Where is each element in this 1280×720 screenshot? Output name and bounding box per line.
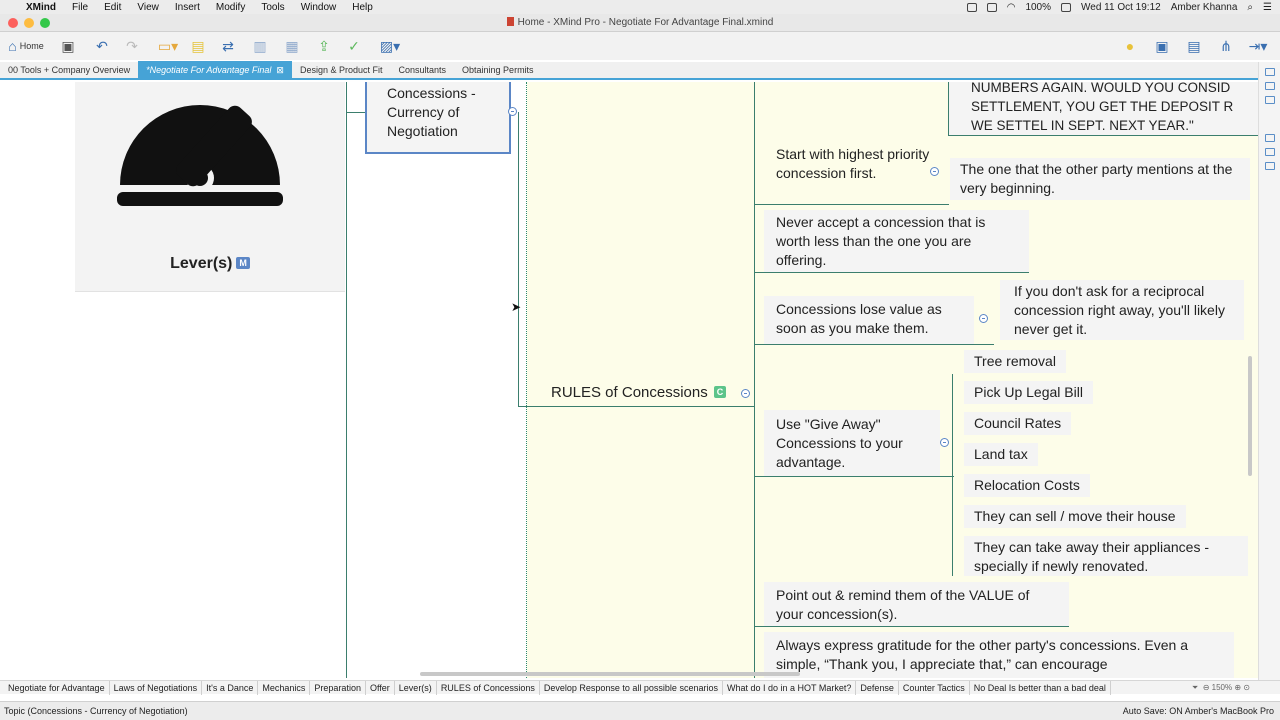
outline-icon[interactable]: ▤ [1187, 37, 1201, 54]
give-away-land-tax[interactable]: Land tax [964, 443, 1038, 466]
give-away-council-rates[interactable]: Council Rates [964, 412, 1071, 435]
search-panel-icon[interactable] [1265, 96, 1275, 104]
branch-line [754, 82, 755, 678]
sheet-tab[interactable]: Preparation [310, 681, 366, 695]
topic-ask-reciprocal[interactable]: If you don't ask for a reciprocal concession right away, you'll likely never get it. [1000, 280, 1244, 340]
window-title-bar [0, 14, 1280, 32]
home-icon: ⌂ [8, 38, 17, 54]
branch-line [346, 292, 347, 678]
image-icon[interactable]: ▨▾ [379, 37, 401, 54]
summary-icon[interactable]: ▦ [285, 37, 299, 54]
sheet-tab[interactable]: No Deal Is better than a bad deal [970, 681, 1111, 695]
tab-tools-company[interactable]: 00 Tools + Company Overview [8, 65, 131, 75]
present-icon[interactable]: ▣ [1155, 37, 1169, 54]
battery-icon[interactable] [1061, 3, 1071, 12]
dropbox-icon[interactable] [987, 3, 997, 12]
map-marker-icon[interactable]: M [236, 257, 250, 269]
menu-window[interactable]: Window [300, 1, 337, 13]
menu-edit[interactable]: Edit [104, 1, 122, 13]
collapse-icon[interactable] [741, 389, 750, 398]
sheet-tabs [0, 680, 1280, 694]
undo-icon[interactable]: ↶ [96, 37, 108, 54]
save-icon[interactable]: ▣ [61, 37, 75, 54]
callout-icon[interactable]: ▤ [191, 37, 205, 54]
mouse-cursor: ➤ [511, 300, 522, 314]
zoom-control[interactable] [1192, 681, 1250, 695]
status-bar [0, 701, 1280, 720]
lever-topic[interactable] [75, 82, 345, 292]
topic-highest-priority[interactable]: Start with highest priority concession first. [776, 146, 930, 181]
search-icon[interactable]: ⌕ [1247, 1, 1254, 13]
lever-title: Lever(s) M [75, 255, 345, 273]
document-tabs [0, 62, 1280, 80]
branch-line [346, 112, 366, 113]
vertical-scrollbar[interactable] [1248, 356, 1252, 476]
sheet-tab[interactable]: Lever(s) [395, 681, 437, 695]
tab-obtaining-permits[interactable]: Obtaining Permits [462, 65, 534, 75]
branch-line [754, 344, 994, 345]
menu-tools[interactable]: Tools [261, 1, 285, 13]
topic-first-mentioned[interactable]: The one that the other party mentions at the very beginning. [950, 158, 1250, 200]
collapse-icon[interactable] [940, 438, 949, 447]
collapse-icon[interactable] [979, 314, 988, 323]
marker-icon[interactable]: ⇪ [318, 37, 330, 54]
give-away-legal-bill[interactable]: Pick Up Legal Bill [964, 381, 1093, 404]
boundary-edge [526, 82, 527, 678]
menu-insert[interactable]: Insert [174, 1, 200, 13]
boundary-icon[interactable]: ▥ [253, 37, 267, 54]
user-name[interactable]: Amber Khanna [1170, 1, 1238, 13]
branch-line [754, 204, 949, 205]
collapse-icon[interactable] [508, 107, 517, 116]
tab-design-product-fit[interactable]: Design & Product Fit [299, 65, 383, 75]
sheet-tab[interactable]: What do I do in a HOT Market? [723, 681, 856, 695]
clock[interactable]: Wed 11 Oct 19:12 [1081, 1, 1161, 13]
rules-of-concessions-topic[interactable]: RULES of Concessions C [551, 384, 726, 401]
sheet-tab[interactable]: Offer [366, 681, 395, 695]
markers-icon[interactable] [1265, 134, 1275, 142]
battery-level: 100% [1025, 1, 1052, 13]
filter-icon[interactable]: ⏷ [1191, 683, 1199, 692]
menu-bar [0, 0, 1280, 14]
give-away-sell-house[interactable]: They can sell / move their house [964, 505, 1186, 528]
give-away-appliances[interactable]: They can take away their appliances - specially if newly renovated. [964, 536, 1248, 576]
settlement-note-topic[interactable]: NUMBERS AGAIN. WOULD YOU CONSID SETTLEMENT, YOU GET THE DEPOSIT R WE SETTEL IN SEPT. NEXT YEAR." [948, 82, 1258, 136]
properties-icon[interactable] [1265, 68, 1275, 76]
zoom-level: 150% [1211, 683, 1233, 692]
close-window-button[interactable] [8, 18, 18, 28]
menu-help[interactable]: Help [352, 1, 373, 13]
map-marker-icon[interactable]: C [714, 386, 727, 398]
home-button[interactable]: ⌂ Home [8, 38, 44, 54]
zoom-out-icon[interactable]: ⊖ [1202, 683, 1210, 692]
outline-panel-icon[interactable] [1265, 82, 1275, 90]
toolbar [0, 32, 1280, 60]
camera-icon[interactable] [967, 3, 977, 12]
sheet-tab[interactable]: Mechanics [258, 681, 310, 695]
bulb-icon[interactable]: ● [1125, 38, 1135, 54]
close-tab-icon[interactable]: ⊠ [276, 65, 284, 75]
mind-map-canvas[interactable] [4, 82, 1258, 678]
redo-icon[interactable]: ↷ [126, 37, 138, 54]
export-icon[interactable]: ⇥▾ [1248, 37, 1268, 54]
zoom-in-icon[interactable]: ⊕ [1234, 683, 1242, 692]
collapse-icon[interactable] [930, 167, 939, 176]
topic-never-accept-less[interactable]: Never accept a concession that is worth less than the one you are offering. [764, 210, 1029, 272]
concessions-currency-topic[interactable]: Concessions - Currency of Negotiation [365, 82, 511, 154]
relationship-icon[interactable]: ⇄ [222, 37, 234, 54]
status-selection: Topic (Concessions - Currency of Negotiation) [4, 706, 188, 716]
sheet-tab[interactable]: RULES of Concessions [437, 681, 540, 695]
topic-remind-value[interactable]: Point out & remind them of the VALUE of your concession(s). [764, 582, 1069, 626]
menu-view[interactable]: View [137, 1, 159, 13]
comments-icon[interactable] [1265, 162, 1275, 170]
menu-app[interactable]: XMind [26, 1, 56, 13]
menu-modify[interactable]: Modify [215, 1, 246, 13]
give-away-relocation[interactable]: Relocation Costs [964, 474, 1090, 497]
share-icon[interactable]: ⋔ [1220, 37, 1232, 54]
lever-icon [75, 82, 345, 250]
branch-line [518, 406, 540, 407]
branch-line [754, 476, 954, 477]
horizontal-scrollbar[interactable] [420, 672, 800, 676]
notes-icon[interactable] [1265, 148, 1275, 156]
topic-express-gratitude[interactable]: Always express gratitude for the other party's concessions. Even a simple, “Thank you, I appreciate that,” can encourage [764, 632, 1234, 678]
branch-line [754, 626, 1069, 627]
status-autosave: Auto Save: ON Amber's MacBook Pro [1122, 706, 1274, 716]
menu-file[interactable]: File [72, 1, 89, 13]
list-icon[interactable]: ☰ [1263, 1, 1272, 13]
topic-give-away[interactable]: Use "Give Away" Concessions to your advantage. [764, 410, 940, 476]
branch-line [518, 112, 519, 406]
topic-icon[interactable]: ▭▾ [157, 37, 179, 54]
sheet-tab[interactable]: Counter Tactics [899, 681, 970, 695]
task-icon[interactable]: ✓ [348, 37, 360, 54]
document-icon [507, 17, 514, 26]
tab-negotiate-advantage[interactable]: *Negotiate For Advantage Final ⊠ [138, 61, 292, 79]
branch-line [540, 406, 754, 407]
tab-consultants[interactable]: Consultants [398, 65, 447, 75]
side-panel-strip [1258, 62, 1280, 680]
fit-icon[interactable]: ⊙ [1243, 683, 1250, 692]
give-away-tree-removal[interactable]: Tree removal [964, 350, 1066, 373]
sheet-tab[interactable]: Defense [856, 681, 899, 695]
branch-line [346, 82, 347, 292]
branch-line [952, 374, 953, 576]
wifi-icon[interactable]: ◠ [1006, 1, 1016, 13]
minimize-window-button[interactable] [24, 18, 34, 28]
sheet-tab[interactable]: Laws of Negotiations [110, 681, 203, 695]
sheet-tab[interactable]: It's a Dance [202, 681, 258, 695]
sheet-tab[interactable]: Develop Response to all possible scenarios [540, 681, 723, 695]
topic-lose-value[interactable]: Concessions lose value as soon as you make them. [764, 296, 974, 344]
branch-line [754, 272, 1029, 273]
zoom-window-button[interactable] [40, 18, 50, 28]
sheet-tab[interactable]: Negotiate for Advantage [4, 681, 110, 695]
window-title: Home - XMind Pro - Negotiate For Advantage Final.xmind [517, 17, 774, 28]
